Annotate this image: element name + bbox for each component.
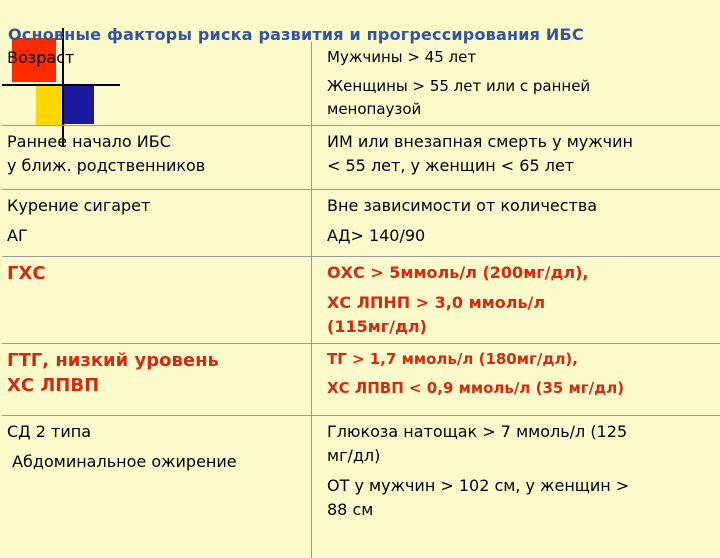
factor-text: у ближ. родственников (7, 154, 305, 178)
factor-text: АГ (7, 224, 305, 248)
criteria-text: ОТ у мужчин > 102 см, у женщин > (327, 474, 714, 498)
criteria-text: менопаузой (327, 98, 714, 121)
criteria-text: ИМ или внезапная смерть у мужчин (327, 130, 714, 154)
criteria-text: (115мг/дл) (327, 315, 714, 339)
factor-text: ГХС (7, 261, 305, 286)
page-title: Основные факторы риска развития и прогрессирования ИБС (8, 25, 708, 44)
factor-text: СД 2 типа (7, 420, 305, 444)
criteria-cell (312, 344, 720, 416)
table-row (2, 126, 720, 190)
criteria-cell (312, 257, 720, 344)
criteria-cell (312, 42, 720, 126)
factor-cell (2, 344, 312, 416)
factor-text: ГТГ, низкий уровень (7, 348, 305, 373)
risk-factors-table (2, 42, 720, 558)
table-row (2, 344, 720, 416)
table-row (2, 190, 720, 257)
factor-cell (2, 416, 312, 558)
table-row (2, 416, 720, 558)
criteria-text: Глюкоза натощак > 7 ммоль/л (125 (327, 420, 714, 444)
criteria-text: АД> 140/90 (327, 224, 714, 248)
table-row (2, 257, 720, 344)
criteria-text: Вне зависимости от количества (327, 194, 714, 218)
criteria-text: < 55 лет, у женщин < 65 лет (327, 154, 714, 178)
factor-cell (2, 190, 312, 257)
factor-text: Раннее начало ИБС (7, 130, 305, 154)
factor-cell (2, 257, 312, 344)
criteria-text: ХС ЛПВП < 0,9 ммоль/л (35 мг/дл) (327, 377, 714, 400)
factor-text: ХС ЛПВП (7, 373, 305, 398)
criteria-text: ХС ЛПНП > 3,0 ммоль/л (327, 291, 714, 315)
criteria-text: мг/дл) (327, 444, 714, 468)
criteria-text: Женщины > 55 лет или с ранней (327, 75, 714, 98)
criteria-cell (312, 416, 720, 558)
criteria-text: ОХС > 5ммоль/л (200мг/дл), (327, 261, 714, 285)
criteria-text: ТГ > 1,7 ммоль/л (180мг/дл), (327, 348, 714, 371)
criteria-text: Мужчины > 45 лет (327, 46, 714, 69)
table-row (2, 42, 720, 126)
factor-text: Курение сигарет (7, 194, 305, 218)
factor-cell (2, 126, 312, 190)
factor-text: Возраст (7, 46, 305, 70)
criteria-cell (312, 126, 720, 190)
factor-text: Абдоминальное ожирение (7, 450, 305, 474)
criteria-text: 88 см (327, 498, 714, 522)
factor-cell (2, 42, 312, 126)
criteria-cell (312, 190, 720, 257)
